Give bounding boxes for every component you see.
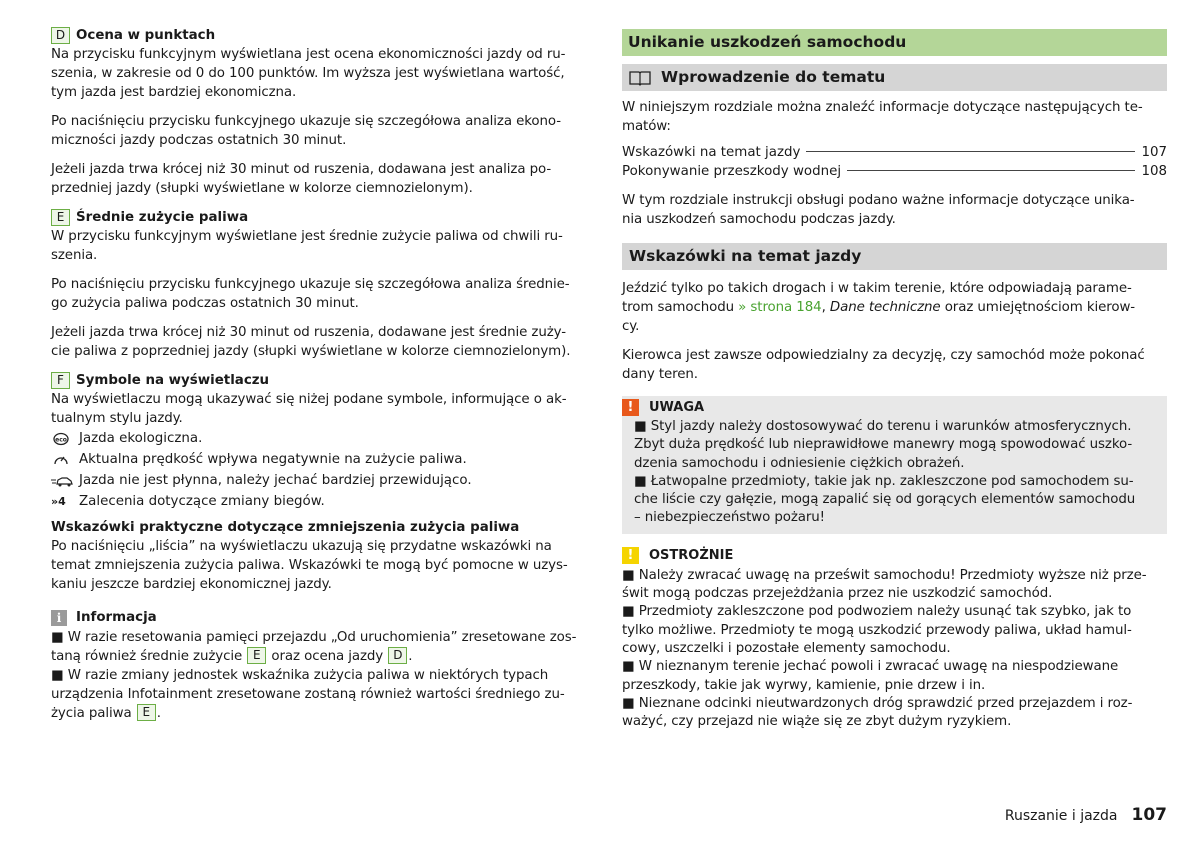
section-d-title: Ocena w punktach xyxy=(76,28,216,43)
caution-heading xyxy=(622,545,1167,567)
section-e-paragraph-1: W przycisku funkcyjnym wyświetlane jest średnie zużycie paliwa od chwili ru- szenia. xyxy=(51,229,563,263)
section-f-paragraph-1: Na wyświetlaczu mogą ukazywać się niżej podane symbole, informujące o ak- tualnym stylu jazdy. xyxy=(51,392,567,426)
warning-box xyxy=(622,396,1167,534)
warning-heading xyxy=(622,396,1155,418)
label-box-e: E xyxy=(51,209,70,226)
gear-shift-icon: »4 xyxy=(51,495,66,508)
tips-heading: Wskazówki praktyczne dotyczące zmniejszenia zużycia paliwa xyxy=(51,520,520,535)
section-e-title: Średnie zużycie paliwa xyxy=(76,210,249,225)
label-box-e-inline-2: E xyxy=(137,704,156,721)
info-heading xyxy=(51,608,591,628)
driving-heading-bar: Wskazówki na temat jazdy xyxy=(622,243,1167,270)
page-link[interactable]: » strona 184 xyxy=(738,300,822,315)
section-f-heading xyxy=(51,371,591,390)
section-e-paragraph-3: Jeżeli jazda trwa krócej niż 30 minut od ruszenia, dodawane jest średnie zuży- cie paliwa z poprzedniej jazdy (słupki wyświetlane w kolorze ciemnozielonym). xyxy=(51,325,571,359)
symbol-row-motion: Jazda nie jest płynna, należy jechać bardziej przewidująco. xyxy=(51,470,591,491)
label-box-e-inline: E xyxy=(247,647,266,664)
section-e-heading xyxy=(51,208,591,227)
right-column xyxy=(622,29,1167,731)
caution-text: ■ Należy zwracać uwagę na prześwit samochodu! Przedmioty wyższe niż prze- świt mogą podczas przejeżdżania przez nie uszkodzić samochód. ■ Przedmioty zakleszczone pod podwoziem należy usunąć tak szybko, jak to tylko możliwe. Przedmioty te mogą uszkodzić przewody paliwa, układ hamul- cowy, uszczelki i pozostałe elementy samochodu. ■ W nieznanym terenie jechać powoli i zwracać uwagę na niespodziewane przeszkody, takie jak wyrwy, kamienie, pnie drzew i in. ■ Nieznane odcinki nieutwardzonych dróg sprawdzić przed przejazdem i roz- ważyć, czy przejazd nie wiąże się ze zbyt dużym ryzykiem. xyxy=(622,567,1147,730)
symbol-row-speed: Aktualna prędkość wpływa negatywnie na zużycie paliwa. xyxy=(51,449,591,470)
toc-row-driving[interactable]: Wskazówki na temat jazdy 107 xyxy=(622,145,1167,160)
page-number: 107 xyxy=(1131,805,1167,825)
intro-title: Wprowadzenie do tematu xyxy=(661,68,886,86)
driving-paragraph-2: Kierowca jest zawsze odpowiedzialny za decyzję, czy samochód może pokonać dany teren. xyxy=(622,348,1145,382)
eco-leaf-icon xyxy=(51,432,73,446)
symbol-row-eco: eco Jazda ekologiczna. xyxy=(51,428,591,449)
section-d-paragraph-2: Po naciśnięciu przycisku funkcyjnego ukazuje się szczegółowa analiza ekono- miczności jazdy podczas ostatnich 30 minut. xyxy=(51,114,561,148)
chapter-header-bar: Unikanie uszkodzeń samochodu xyxy=(622,29,1167,56)
label-box-f: F xyxy=(51,372,70,389)
speedometer-icon xyxy=(51,453,73,467)
footer-chapter-label: Ruszanie i jazda xyxy=(1004,808,1118,824)
section-f-title: Symbole na wyświetlaczu xyxy=(76,373,270,388)
toc-row-water[interactable]: Pokonywanie przeszkody wodnej 108 xyxy=(622,164,1167,179)
car-motion-icon xyxy=(51,474,73,488)
info-bullet-2: ■ W razie zmiany jednostek wskaźnika zużycia paliwa w niektórych typach urządzenia Infotainment zresetowane zostaną również wartości średniego zu- życia paliwa E . xyxy=(51,668,565,721)
driving-paragraph-1: Jeździć tylko po takich drogach i w takim terenie, które odpowiadają parame- trom samochodu » strona 184, Dane techniczne oraz umiejętnościom kierow- cy. xyxy=(622,281,1136,334)
label-box-d-inline: D xyxy=(388,647,407,664)
warning-title: UWAGA xyxy=(649,399,705,415)
intro-paragraph-2: W tym rozdziale instrukcji obsługi podano ważne informacje dotyczące unika- nia uszkodzeń samochodu podczas jazdy. xyxy=(622,193,1135,227)
caution-title: OSTROŻNIE xyxy=(649,548,734,564)
caution-icon: ! xyxy=(622,547,639,564)
intro-heading-bar xyxy=(622,64,1167,91)
page-footer xyxy=(1005,805,1167,825)
section-d-paragraph-3: Jeżeli jazda trwa krócej niż 30 minut od ruszenia, dodawana jest analiza po- przedniej jazdy (słupki wyświetlane w kolorze ciemnozielonym). xyxy=(51,162,552,196)
warning-text: ■ Styl jazdy należy dostosowywać do terenu i warunków atmosferycznych. Zbyt duża prędkość lub nieprawidłowe manewry mogą spowodować uszko- dzenia samochodu i odniesienie ciężkich obrażeń. ■ Łatwopalne przedmioty, takie jak np. zakleszczone pod samochodem su- che liście czy gałęzie, mogą zapalić się od gorących elementów samochodu – niebezpieczeństwo pożaru! xyxy=(634,419,1136,526)
intro-paragraph-1: W niniejszym rozdziale można znaleźć informacje dotyczące następujących te- matów: xyxy=(622,100,1143,134)
tips-paragraph: Po naciśnięciu „liścia” na wyświetlaczu ukazują się przydatne wskazówki na temat zmniejszenia zużycia paliwa. Wskazówki te mogą być pomocne w uzys- kaniu jeszcze bardziej ekonomicznej jazdy. xyxy=(51,539,568,592)
info-title: Informacja xyxy=(76,610,157,625)
label-box-d: D xyxy=(51,27,70,44)
book-icon xyxy=(629,70,651,86)
section-d-heading xyxy=(51,26,591,45)
svg-text:eco: eco xyxy=(55,436,67,443)
left-column xyxy=(51,26,591,723)
info-bullet-1: ■ W razie resetowania pamięci przejazdu „Od uruchomienia” zresetowane zos- taną również średnie zużycie E oraz ocena jazdy D . xyxy=(51,630,577,664)
info-icon: i xyxy=(51,610,67,626)
symbol-row-gear: »4 Zalecenia dotyczące zmiany biegów. xyxy=(51,491,591,512)
section-d-paragraph-1: Na przycisku funkcyjnym wyświetlana jest ocena ekonomiczności jazdy od ru- szenia, w zakresie od 0 do 100 punktów. Im wyższa jest wyświetlana wartość, tym jazda jest bardziej ekonomiczna. xyxy=(51,47,566,100)
section-e-paragraph-2: Po naciśnięciu przycisku funkcyjnego ukazuje się szczegółowa analiza średnie- go zużycia paliwa podczas ostatnich 30 minut. xyxy=(51,277,570,311)
warning-icon: ! xyxy=(622,399,639,416)
